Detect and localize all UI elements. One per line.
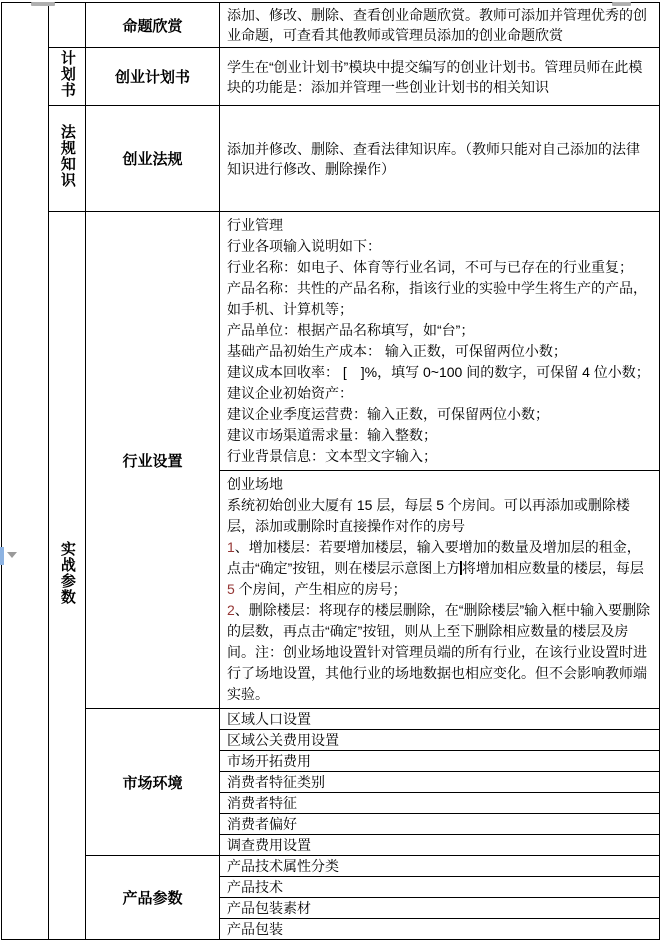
module-market-label: 市场环境 bbox=[86, 709, 220, 856]
desc-law: 添加并修改、删除、查看法律知识库。（教师只能对自己添加的法律知识进行修改、删除操作） bbox=[220, 106, 660, 212]
module-product-label: 产品参数 bbox=[86, 856, 220, 940]
product-row: 产品技术 bbox=[220, 877, 660, 898]
desc-planbook: 学生在“创业计划书”模块中提交编写的创业计划书。管理员师在此模块的功能是：添加并管理一些创业计划书的相关知识 bbox=[220, 48, 660, 106]
product-row: 产品包装素材 bbox=[220, 898, 660, 919]
industry-line: 行业管理 bbox=[227, 217, 283, 233]
venue-item1-text-c: 个房间，产生相应的房号； bbox=[234, 581, 407, 597]
market-row: 消费者偏好 bbox=[220, 814, 660, 835]
market-row: 消费者特征 bbox=[220, 793, 660, 814]
industry-line: 行业各项输入说明如下： bbox=[227, 238, 381, 254]
table-row bbox=[2, 856, 660, 877]
module-description-table bbox=[1, 2, 660, 940]
venue-item1-highlight: 5 bbox=[227, 581, 235, 597]
industry-line: 建议成本回收率： [ ]%，填写 0~100 间的数字，可保留 4 位小数； bbox=[227, 364, 650, 380]
empty-left-column-cell bbox=[2, 3, 49, 940]
market-row: 消费者特征类别 bbox=[220, 772, 660, 793]
group-label-practical bbox=[49, 212, 86, 940]
group-label-law-text: 法规知识 bbox=[58, 124, 76, 188]
industry-line: 建议企业季度运营费：输入正数，可保留两位小数； bbox=[227, 406, 549, 422]
desc-industry-settings bbox=[220, 212, 660, 471]
module-law-label: 创业法规 bbox=[86, 106, 220, 212]
market-row: 调查费用设置 bbox=[220, 835, 660, 856]
industry-line: 行业背景信息：文本型文字输入； bbox=[227, 448, 437, 464]
table-row bbox=[2, 212, 660, 471]
top-edge-fragment-right bbox=[612, 2, 631, 6]
product-row: 产品技术属性分类 bbox=[220, 856, 660, 877]
venue-intro: 系统初始创业大厦有 15 层，每层 5 个房间。可以再添加或删除楼层，添加或删除时直接操作对作的房号 bbox=[227, 497, 630, 534]
list-number-2: 2 bbox=[227, 602, 235, 618]
group-label-law bbox=[49, 106, 86, 212]
venue-item1-text-a: 、增加楼层：若要增加楼层，输入要增加的数量及增加层的租金，点击“确定”按钮，则在楼层示意图上方 bbox=[227, 539, 641, 576]
table-row bbox=[2, 3, 660, 48]
table-row bbox=[2, 709, 660, 730]
industry-line: 产品名称：共性的产品名称，指该行业的实验中学生将生产的产品，如手机、计算机等； bbox=[227, 280, 647, 317]
market-row: 区域公关费用设置 bbox=[220, 730, 660, 751]
desc-appreciation: 添加、修改、删除、查看创业命题欣赏。教师可添加并管理优秀的创业命题，可查看其他教师或管理员添加的创业命题欣赏 bbox=[220, 3, 660, 48]
venue-item2-text: 、删除楼层：将现存的楼层删除，在“删除楼层”输入框中输入要删除的层数，再点击“确定”按钮，则从上至下删除相应数量的楼层及房间。注：创业场地设置针对管理员端的所有行业，在该行业设置时进行了场地设置，其他行业的场地数据也相应变化。但不会影响教师端实验。 bbox=[227, 602, 651, 702]
venue-item1-text-b: 将增加相应数量的楼层，每层 bbox=[461, 560, 644, 576]
industry-line: 基础产品初始生产成本： 输入正数，可保留两位小数； bbox=[227, 343, 567, 359]
market-row: 市场开拓费用 bbox=[220, 751, 660, 772]
collapse-arrow-icon[interactable] bbox=[7, 552, 17, 558]
top-edge-fragment-left bbox=[31, 2, 55, 6]
venue-title: 创业场地 bbox=[227, 476, 283, 492]
table-row bbox=[2, 48, 660, 106]
industry-line: 产品单位：根据产品名称填写，如“台”； bbox=[227, 322, 475, 338]
module-planbook-label: 创业计划书 bbox=[86, 48, 220, 106]
industry-line: 行业名称：如电子、体育等行业名词，不可与已存在的行业重复； bbox=[227, 259, 633, 275]
industry-line: 建议企业初始资产： bbox=[227, 385, 353, 401]
group-label-planbook-text: 计划书 bbox=[58, 50, 76, 98]
product-row: 产品包装 bbox=[220, 919, 660, 940]
desc-venue bbox=[220, 471, 660, 709]
group-label-planbook bbox=[49, 48, 86, 106]
group-cell-empty bbox=[49, 3, 86, 48]
list-number-1: 1 bbox=[227, 539, 235, 555]
venue-item-2 bbox=[227, 600, 652, 705]
module-industry-label: 行业设置 bbox=[86, 212, 220, 709]
module-appreciation-label: 命题欣赏 bbox=[86, 3, 220, 48]
left-edge-selection-fragment bbox=[0, 547, 4, 565]
group-label-practical-text: 实战参数 bbox=[58, 541, 76, 605]
industry-line: 建议市场渠道需求量：输入整数； bbox=[227, 427, 437, 443]
venue-item-1 bbox=[227, 537, 652, 600]
table-row bbox=[2, 106, 660, 212]
market-row: 区域人口设置 bbox=[220, 709, 660, 730]
